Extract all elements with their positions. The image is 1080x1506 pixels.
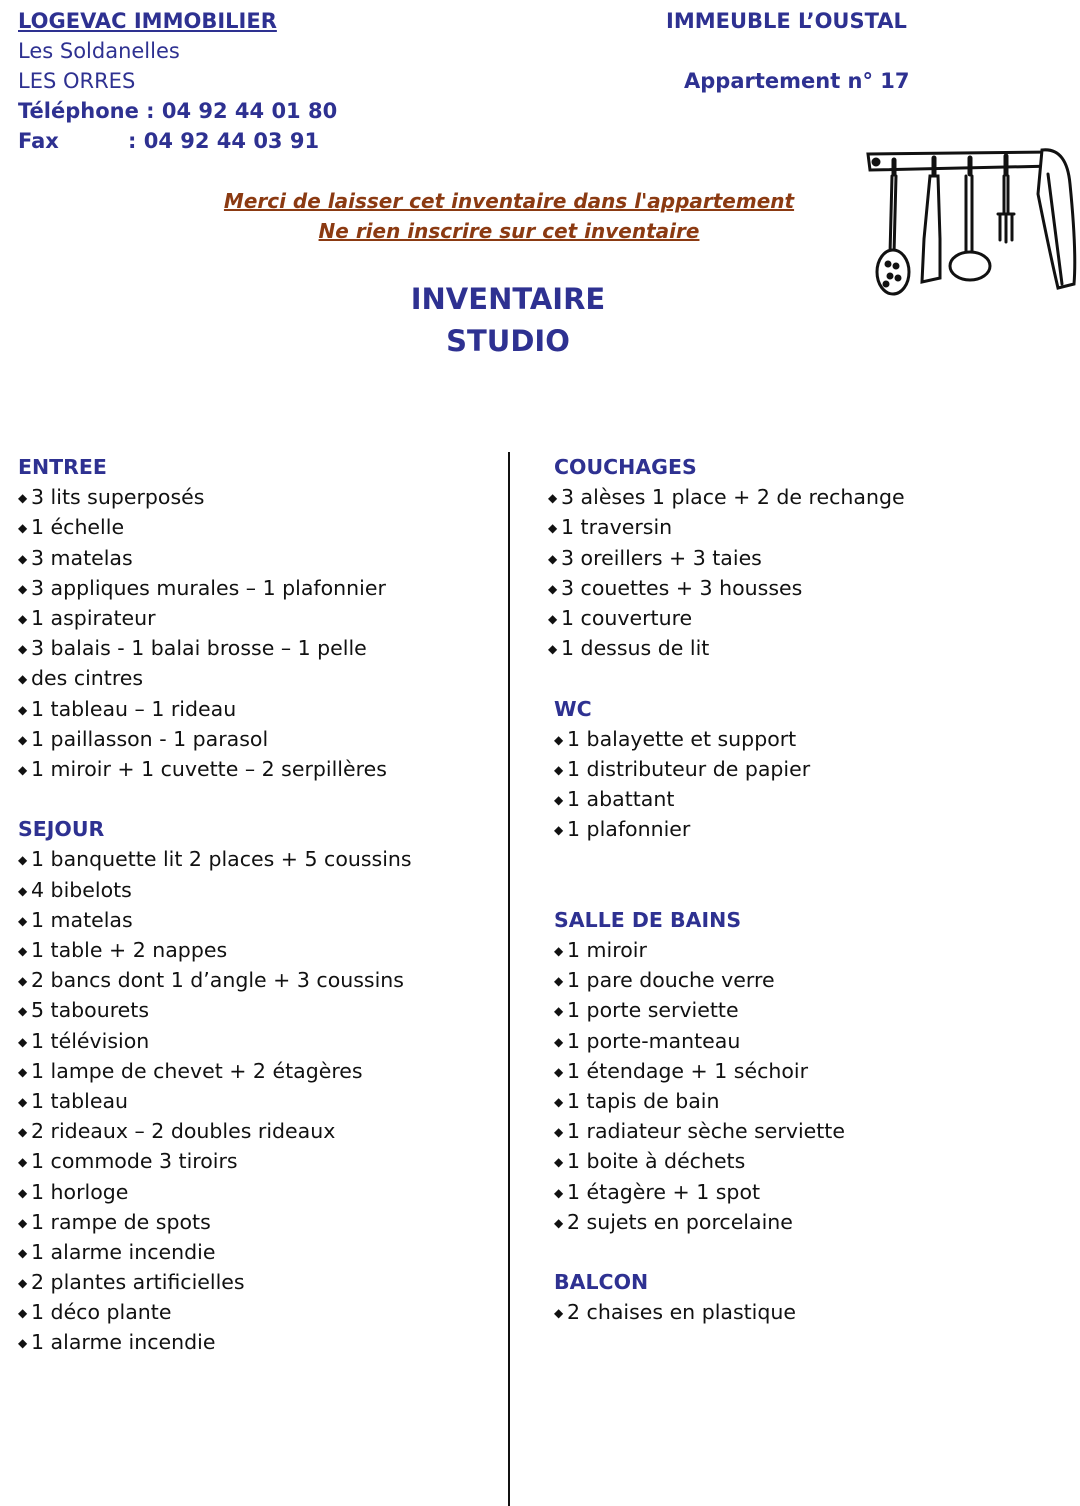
list-item: ◆ 3 appliques murales – 1 plafonnier	[18, 573, 412, 603]
section-title: BALCON	[554, 1270, 649, 1295]
list-item: ◆ 2 bancs dont 1 d’angle + 3 coussins	[18, 965, 412, 995]
section-title: SALLE DE BAINS	[554, 907, 742, 932]
phone-number: Téléphone : 04 92 44 01 80	[18, 99, 338, 123]
list-item: ◆ 2 plantes artificielles	[18, 1267, 412, 1297]
list-item: ◆ 1 traversin	[548, 512, 905, 542]
list-item: ◆ 1 horloge	[18, 1177, 412, 1207]
list-item: ◆ 1 porte serviette	[554, 995, 905, 1025]
section-couchages	[548, 452, 905, 663]
fax-number: : 04 92 44 03 91	[128, 129, 320, 153]
right-column	[548, 452, 905, 1327]
list-item: ◆ 1 étendage + 1 séchoir	[554, 1056, 905, 1086]
list-item: ◆ 1 rampe de spots	[18, 1207, 412, 1237]
address-line-1: Les Soldanelles	[18, 39, 180, 63]
list-item: ◆ 3 balais - 1 balai brosse – 1 pelle	[18, 633, 412, 663]
list-item: ◆ 1 paillasson - 1 parasol	[18, 724, 412, 754]
list-item: ◆ 1 miroir	[554, 935, 905, 965]
list-item: ◆ 1 tableau – 1 rideau	[18, 694, 412, 724]
list-item: ◆ 1 boite à déchets	[554, 1146, 905, 1176]
section-balcon	[548, 1267, 905, 1327]
list-item: ◆ 1 étagère + 1 spot	[554, 1177, 905, 1207]
list-item: ◆ 1 pare douche verre	[554, 965, 905, 995]
list-item: ◆ 1 couverture	[548, 603, 905, 633]
list-item: ◆ 1 tableau	[18, 1086, 412, 1116]
list-item: ◆ 1 alarme incendie	[18, 1237, 412, 1267]
list-item: ◆ 1 porte-manteau	[554, 1026, 905, 1056]
address-line-2: LES ORRES	[18, 69, 136, 93]
left-column	[18, 452, 412, 1358]
notice-line-1: Merci de laisser cet inventaire dans l'appartement	[223, 189, 795, 213]
section-title: COUCHAGES	[554, 455, 697, 479]
section-wc	[548, 694, 905, 845]
list-item: ◆ des cintres	[18, 663, 412, 693]
list-item: ◆ 1 commode 3 tiroirs	[18, 1146, 412, 1176]
section-title: SEJOUR	[18, 817, 105, 842]
page-subtitle: STUDIO	[446, 324, 570, 358]
list-item: ◆ 1 banquette lit 2 places + 5 coussins	[18, 844, 412, 874]
list-item: ◆ 1 alarme incendie	[18, 1327, 412, 1357]
column-divider	[508, 452, 510, 1506]
list-item: ◆ 5 tabourets	[18, 995, 412, 1025]
list-item: ◆ 3 couettes + 3 housses	[548, 573, 905, 603]
section-title: ENTREE	[18, 455, 107, 479]
list-item: ◆ 2 rideaux – 2 doubles rideaux	[18, 1116, 412, 1146]
list-item: ◆ 1 abattant	[554, 784, 905, 814]
list-item: ◆ 1 déco plante	[18, 1297, 412, 1327]
list-item: ◆ 1 dessus de lit	[548, 633, 905, 663]
company-name: LOGEVAC IMMOBILIER	[18, 9, 277, 33]
list-item: ◆ 1 lampe de chevet + 2 étagères	[18, 1056, 412, 1086]
apartment-number: Appartement n° 17	[684, 69, 910, 93]
notice-line-2: Ne rien inscrire sur cet inventaire	[318, 219, 700, 243]
list-item: ◆ 3 oreillers + 3 taies	[548, 543, 905, 573]
list-item: ◆ 2 chaises en plastique	[554, 1297, 905, 1327]
list-item: ◆ 1 table + 2 nappes	[18, 935, 412, 965]
list-item: ◆ 1 plafonnier	[554, 814, 905, 844]
list-item: ◆ 2 sujets en porcelaine	[554, 1207, 905, 1237]
list-item: ◆ 1 échelle	[18, 512, 412, 542]
list-item: ◆ 1 tapis de bain	[554, 1086, 905, 1116]
list-item: ◆ 1 balayette et support	[554, 724, 905, 754]
fax-label: Fax	[18, 129, 59, 153]
list-item: ◆ 1 radiateur sèche serviette	[554, 1116, 905, 1146]
page-title: INVENTAIRE	[410, 282, 606, 316]
list-item: ◆ 1 distributeur de papier	[554, 754, 905, 784]
list-item: ◆ 1 matelas	[18, 905, 412, 935]
building-name: IMMEUBLE L’OUSTAL	[666, 9, 907, 33]
list-item: ◆ 3 lits superposés	[18, 482, 412, 512]
section-sejour	[18, 814, 412, 1357]
list-item: ◆ 3 matelas	[18, 543, 412, 573]
section-title: WC	[554, 696, 592, 721]
list-item: ◆ 4 bibelots	[18, 875, 412, 905]
list-item: ◆ 1 miroir + 1 cuvette – 2 serpillères	[18, 754, 412, 784]
section-entree	[18, 452, 412, 784]
list-item: ◆ 1 télévision	[18, 1026, 412, 1056]
section-salle-de-bains	[548, 905, 905, 1237]
list-item: ◆ 3 alèses 1 place + 2 de rechange	[548, 482, 905, 512]
list-item: ◆ 1 aspirateur	[18, 603, 412, 633]
